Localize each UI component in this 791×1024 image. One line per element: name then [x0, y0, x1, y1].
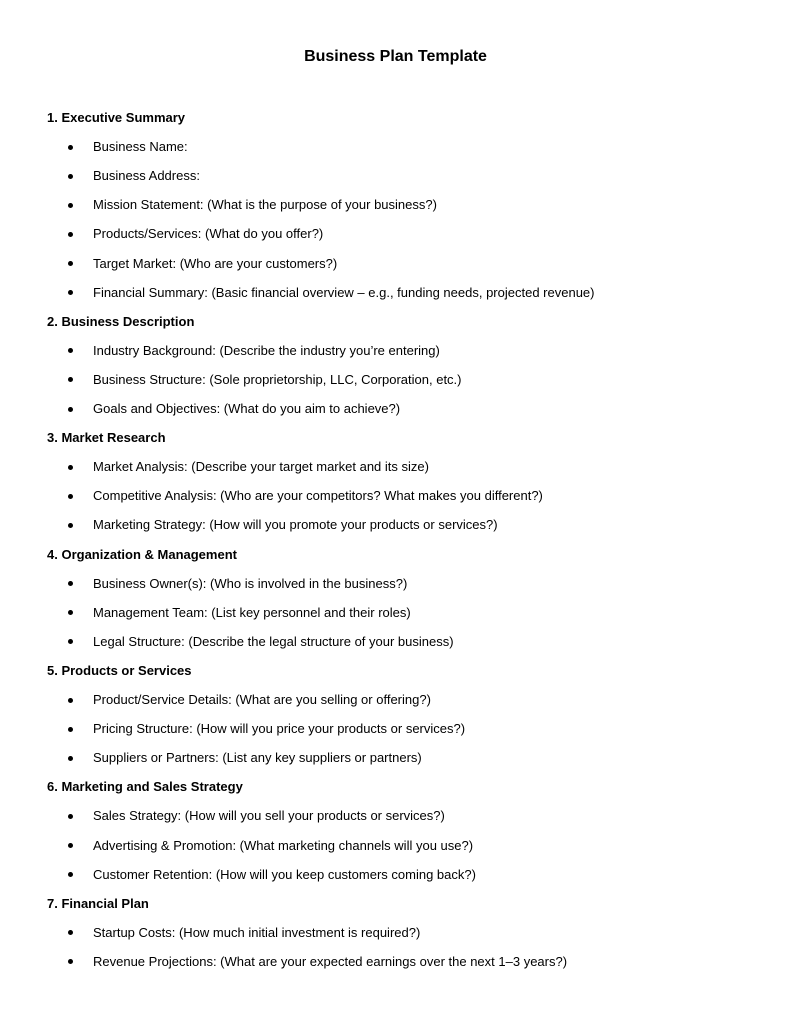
list-item-text: Pricing Structure: (How will you price your products or services?): [93, 721, 466, 737]
bullet-icon: [68, 756, 73, 761]
bullet-icon: [68, 930, 73, 935]
section-heading: 4. Organization & Management: [47, 546, 237, 562]
bullet-icon: [68, 203, 73, 208]
bullet-icon: [68, 261, 73, 266]
list-item-text: Industry Background: (Describe the industry you’re entering): [93, 342, 440, 358]
list-item-text: Goals and Objectives: (What do you aim to achieve?): [93, 401, 401, 416]
bullet-icon: [68, 698, 73, 703]
bullet-icon: [68, 494, 73, 499]
list-item: [68, 225, 323, 243]
list-item: [68, 604, 411, 622]
list-item: [68, 138, 188, 156]
section-heading: 2. Business Description: [47, 313, 195, 329]
section-heading: 7. Financial Plan: [47, 895, 149, 911]
bullet-icon: [68, 145, 73, 150]
list-item: [68, 371, 462, 389]
list-item-text: Legal Structure: (Describe the legal structure of your business): [93, 633, 454, 649]
list-item-text: Competitive Analysis: (Who are your competitors? What makes you different?): [93, 488, 543, 504]
list-item: [68, 720, 465, 738]
bullet-icon: [68, 727, 73, 732]
list-item-text: Sales Strategy: (How will you sell your products or services?): [93, 808, 445, 824]
list-item-text: Suppliers or Partners: (List any key suppliers or partners): [93, 750, 422, 766]
document-title: Business Plan Template: [304, 48, 487, 65]
list-item: [68, 807, 445, 825]
bullet-icon: [68, 377, 73, 382]
bullet-icon: [68, 814, 73, 819]
list-item: [68, 953, 567, 971]
bullet-icon: [68, 232, 73, 237]
list-item-text: Customer Retention: (How will you keep customers coming back?): [93, 866, 476, 882]
list-item-text: Financial Summary: (Basic financial overview – e.g., funding needs, projected revenue): [93, 284, 595, 300]
bullet-icon: [68, 348, 73, 353]
list-item-text: Marketing Strategy: (How will you promote your products or services?): [93, 517, 498, 533]
list-item: [68, 487, 543, 505]
bullet-icon: [68, 465, 73, 470]
list-item: [68, 196, 437, 214]
list-item: [68, 458, 429, 476]
list-item: [68, 342, 440, 360]
list-item-text: Revenue Projections: (What are your expected earnings over the next 1–3 years?): [93, 953, 568, 969]
list-item-text: Market Analysis: (Describe your target market and its size): [93, 459, 429, 475]
list-item: [68, 167, 200, 185]
section-heading: 1. Executive Summary: [47, 110, 186, 125]
list-item: [68, 516, 498, 534]
bullet-icon: [68, 523, 73, 528]
list-item: [68, 749, 422, 767]
bullet-icon: [68, 610, 73, 615]
bullet-icon: [68, 174, 73, 179]
list-item: [68, 837, 473, 855]
list-item-text: Target Market: (Who are your customers?): [93, 255, 338, 271]
list-item-text: Products/Services: (What do you offer?): [93, 226, 324, 242]
list-item-text: Advertising & Promotion: (What marketing channels will you use?): [93, 837, 474, 853]
section-heading: 3. Market Research: [47, 430, 166, 446]
list-item-text: Business Name:: [93, 139, 188, 155]
list-item-text: Business Address:: [93, 168, 200, 184]
list-item-text: Mission Statement: (What is the purpose of your business?): [93, 197, 437, 213]
bullet-icon: [68, 639, 73, 644]
bullet-icon: [68, 407, 73, 412]
bullet-icon: [68, 872, 73, 877]
section-heading: 5. Products or Services: [47, 662, 192, 678]
list-item-text: Product/Service Details: (What are you selling or offering?): [93, 692, 431, 707]
list-item-text: Business Owner(s): (Who is involved in the business?): [93, 575, 408, 591]
bullet-icon: [68, 290, 73, 295]
list-item-text: Management Team: (List key personnel and their roles): [93, 604, 411, 620]
list-item: [68, 284, 594, 302]
list-item-text: Startup Costs: (How much initial investment is required?): [93, 924, 421, 940]
list-item-text: Business Structure: (Sole proprietorship, LLC, Corporation, etc.): [93, 371, 462, 387]
section-heading: 6. Marketing and Sales Strategy: [47, 779, 243, 795]
list-item: [68, 255, 337, 273]
list-item: [68, 924, 420, 942]
bullet-icon: [68, 959, 73, 964]
bullet-icon: [68, 581, 73, 586]
list-item: [68, 691, 431, 709]
list-item: [68, 400, 400, 418]
list-item: [68, 575, 407, 593]
list-item: [68, 633, 454, 651]
bullet-icon: [68, 843, 73, 848]
list-item: [68, 866, 476, 884]
